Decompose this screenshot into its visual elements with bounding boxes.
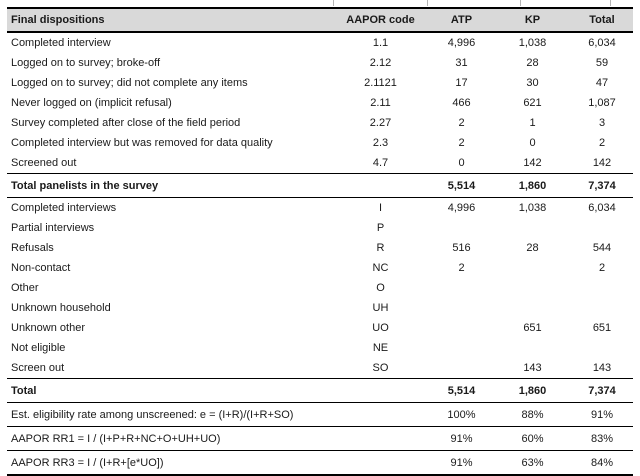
table-row <box>7 451 633 476</box>
row-label: Refusals <box>11 242 54 254</box>
table-row <box>7 153 633 174</box>
kp-value-cell: 1 <box>529 117 536 129</box>
row-label: Screen out <box>11 362 65 374</box>
header-atp: ATP <box>450 14 473 26</box>
kp-value-cell: 0 <box>529 137 536 149</box>
row-label: Est. eligibility rate among unscreened: e = (I+R)/(I+R+SO) <box>11 408 294 421</box>
column-boundary-tick <box>333 0 334 6</box>
atp-value-cell: 4,996 <box>447 37 476 49</box>
kp-value-cell <box>494 278 571 298</box>
atp-value-cell: 91% <box>450 432 473 445</box>
header-kp: KP <box>524 14 541 26</box>
row-label: Total <box>11 384 37 397</box>
column-boundary-tick <box>427 0 428 6</box>
total-value-cell: 1,087 <box>588 97 616 109</box>
kp-value-cell <box>494 258 571 278</box>
aapor-code-cell: 2.3 <box>372 137 389 149</box>
kp-value-cell <box>494 218 571 238</box>
total-value-cell: 83% <box>590 432 614 445</box>
table-row <box>7 278 633 298</box>
atp-value-cell: 5,514 <box>447 179 476 192</box>
total-value-cell <box>571 298 633 318</box>
table-row <box>7 403 633 427</box>
kp-value-cell: 28 <box>526 57 539 69</box>
kp-value-cell: 30 <box>526 77 539 89</box>
table-row <box>7 298 633 318</box>
table-row <box>7 427 633 451</box>
kp-value-cell <box>494 298 571 318</box>
total-value-cell: 7,374 <box>588 179 616 192</box>
atp-value-cell <box>429 338 494 358</box>
kp-value-cell: 1,038 <box>518 202 547 214</box>
aapor-code-cell: 2.27 <box>369 117 392 129</box>
aapor-code-cell: UO <box>372 322 389 334</box>
total-value-cell: 47 <box>595 77 609 89</box>
total-value-cell: 6,034 <box>588 202 616 214</box>
aapor-code-cell: NC <box>372 262 389 274</box>
aapor-code-cell: 2.12 <box>369 57 392 69</box>
row-label: Completed interview <box>11 37 111 49</box>
aapor-code-cell: O <box>376 282 385 294</box>
row-label: Non-contact <box>11 262 71 274</box>
row-label: Completed interview but was removed for data quality <box>11 137 273 149</box>
aapor-code-cell: 4.7 <box>372 157 389 169</box>
header-final-dispositions: Final dispositions <box>11 14 105 26</box>
total-value-cell: 59 <box>595 57 609 69</box>
aapor-code-cell <box>332 427 429 451</box>
total-value-cell: 2 <box>598 262 606 274</box>
atp-value-cell: 5,514 <box>447 384 476 397</box>
row-label: Logged on to survey; broke-off <box>11 57 161 69</box>
atp-value-cell: 2 <box>458 262 465 274</box>
table-row <box>7 379 633 403</box>
column-boundary-tick <box>520 0 521 6</box>
row-label: Logged on to survey; did not complete any items <box>11 77 248 89</box>
total-value-cell: 2 <box>598 137 606 149</box>
table-row <box>7 73 633 93</box>
aapor-code-cell: R <box>376 242 385 254</box>
row-label: Never logged on (implicit refusal) <box>11 97 172 109</box>
atp-value-cell <box>429 358 494 379</box>
row-label: Not eligible <box>11 342 66 354</box>
table-row <box>7 32 633 53</box>
row-label: Total panelists in the survey <box>11 179 159 192</box>
kp-value-cell: 60% <box>521 432 544 445</box>
total-value-cell <box>571 218 633 238</box>
aapor-code-cell <box>332 403 429 427</box>
kp-value-cell <box>494 338 571 358</box>
total-value-cell: 3 <box>598 117 606 129</box>
table-row <box>7 198 633 219</box>
aapor-code-cell: P <box>376 222 385 234</box>
table-row <box>7 93 633 113</box>
row-label: Unknown household <box>11 302 111 314</box>
total-value-cell: 7,374 <box>588 384 616 397</box>
table-row <box>7 258 633 278</box>
aapor-code-cell: SO <box>372 362 389 374</box>
column-boundary-tick <box>610 0 611 6</box>
atp-value-cell <box>429 298 494 318</box>
row-label: Completed interviews <box>11 202 117 214</box>
aapor-code-cell: 2.1121 <box>364 77 397 89</box>
kp-value-cell: 28 <box>526 242 539 254</box>
table-row <box>7 338 633 358</box>
table-row <box>7 113 633 133</box>
atp-value-cell: 516 <box>452 242 471 254</box>
row-label: Screened out <box>11 157 77 169</box>
atp-value-cell: 91% <box>450 456 473 469</box>
row-label: Survey completed after close of the field period <box>11 117 241 129</box>
row-label: Other <box>11 282 39 294</box>
aapor-code-cell: NE <box>372 342 389 354</box>
atp-value-cell <box>429 218 494 238</box>
header-aapor-code: AAPOR code <box>346 14 415 26</box>
row-label: AAPOR RR3 = I / (I+R+[e*UO]) <box>11 456 164 469</box>
atp-value-cell <box>429 278 494 298</box>
atp-value-cell: 0 <box>458 157 465 169</box>
kp-value-cell: 651 <box>523 322 542 334</box>
kp-value-cell: 1,038 <box>518 37 547 49</box>
atp-value-cell: 2 <box>458 117 465 129</box>
aapor-code-cell: UH <box>372 302 389 314</box>
kp-value-cell: 63% <box>521 456 544 469</box>
atp-value-cell: 17 <box>455 77 468 89</box>
total-value-cell: 143 <box>592 362 612 374</box>
atp-value-cell: 31 <box>455 57 468 69</box>
total-value-cell: 91% <box>590 408 614 421</box>
kp-value-cell: 88% <box>521 408 544 421</box>
kp-value-cell: 143 <box>523 362 542 374</box>
total-value-cell: 6,034 <box>588 37 616 49</box>
table-row <box>7 218 633 238</box>
atp-value-cell: 466 <box>452 97 471 109</box>
total-value-cell: 544 <box>592 242 612 254</box>
atp-value-cell <box>429 318 494 338</box>
kp-value-cell: 142 <box>523 157 542 169</box>
total-value-cell: 142 <box>592 157 612 169</box>
atp-value-cell: 2 <box>458 137 465 149</box>
header-total: Total <box>589 14 615 26</box>
table-row <box>7 318 633 338</box>
aapor-code-cell: I <box>378 202 383 214</box>
kp-value-cell: 621 <box>523 97 542 109</box>
table-row <box>7 358 633 379</box>
total-value-cell: 84% <box>590 456 614 469</box>
table-header-row <box>7 8 633 32</box>
table-row <box>7 133 633 153</box>
row-label: AAPOR RR1 = I / (I+P+R+NC+O+UH+UO) <box>11 432 221 445</box>
aapor-code-cell: 2.11 <box>370 97 391 109</box>
aapor-code-cell <box>332 379 429 403</box>
table-row <box>7 53 633 73</box>
final-dispositions-table <box>7 7 633 476</box>
row-label: Unknown other <box>11 322 85 334</box>
total-value-cell <box>571 338 633 358</box>
kp-value-cell: 1,860 <box>518 179 547 192</box>
aapor-code-cell <box>332 174 429 198</box>
kp-value-cell: 1,860 <box>518 384 547 397</box>
total-value-cell <box>571 278 633 298</box>
table-row <box>7 174 633 198</box>
total-value-cell: 651 <box>592 322 612 334</box>
atp-value-cell: 4,996 <box>447 202 476 214</box>
aapor-code-cell: 1.1 <box>372 37 389 49</box>
row-label: Partial interviews <box>11 222 95 234</box>
table-row <box>7 238 633 258</box>
aapor-code-cell <box>332 451 429 476</box>
atp-value-cell: 100% <box>447 408 476 421</box>
